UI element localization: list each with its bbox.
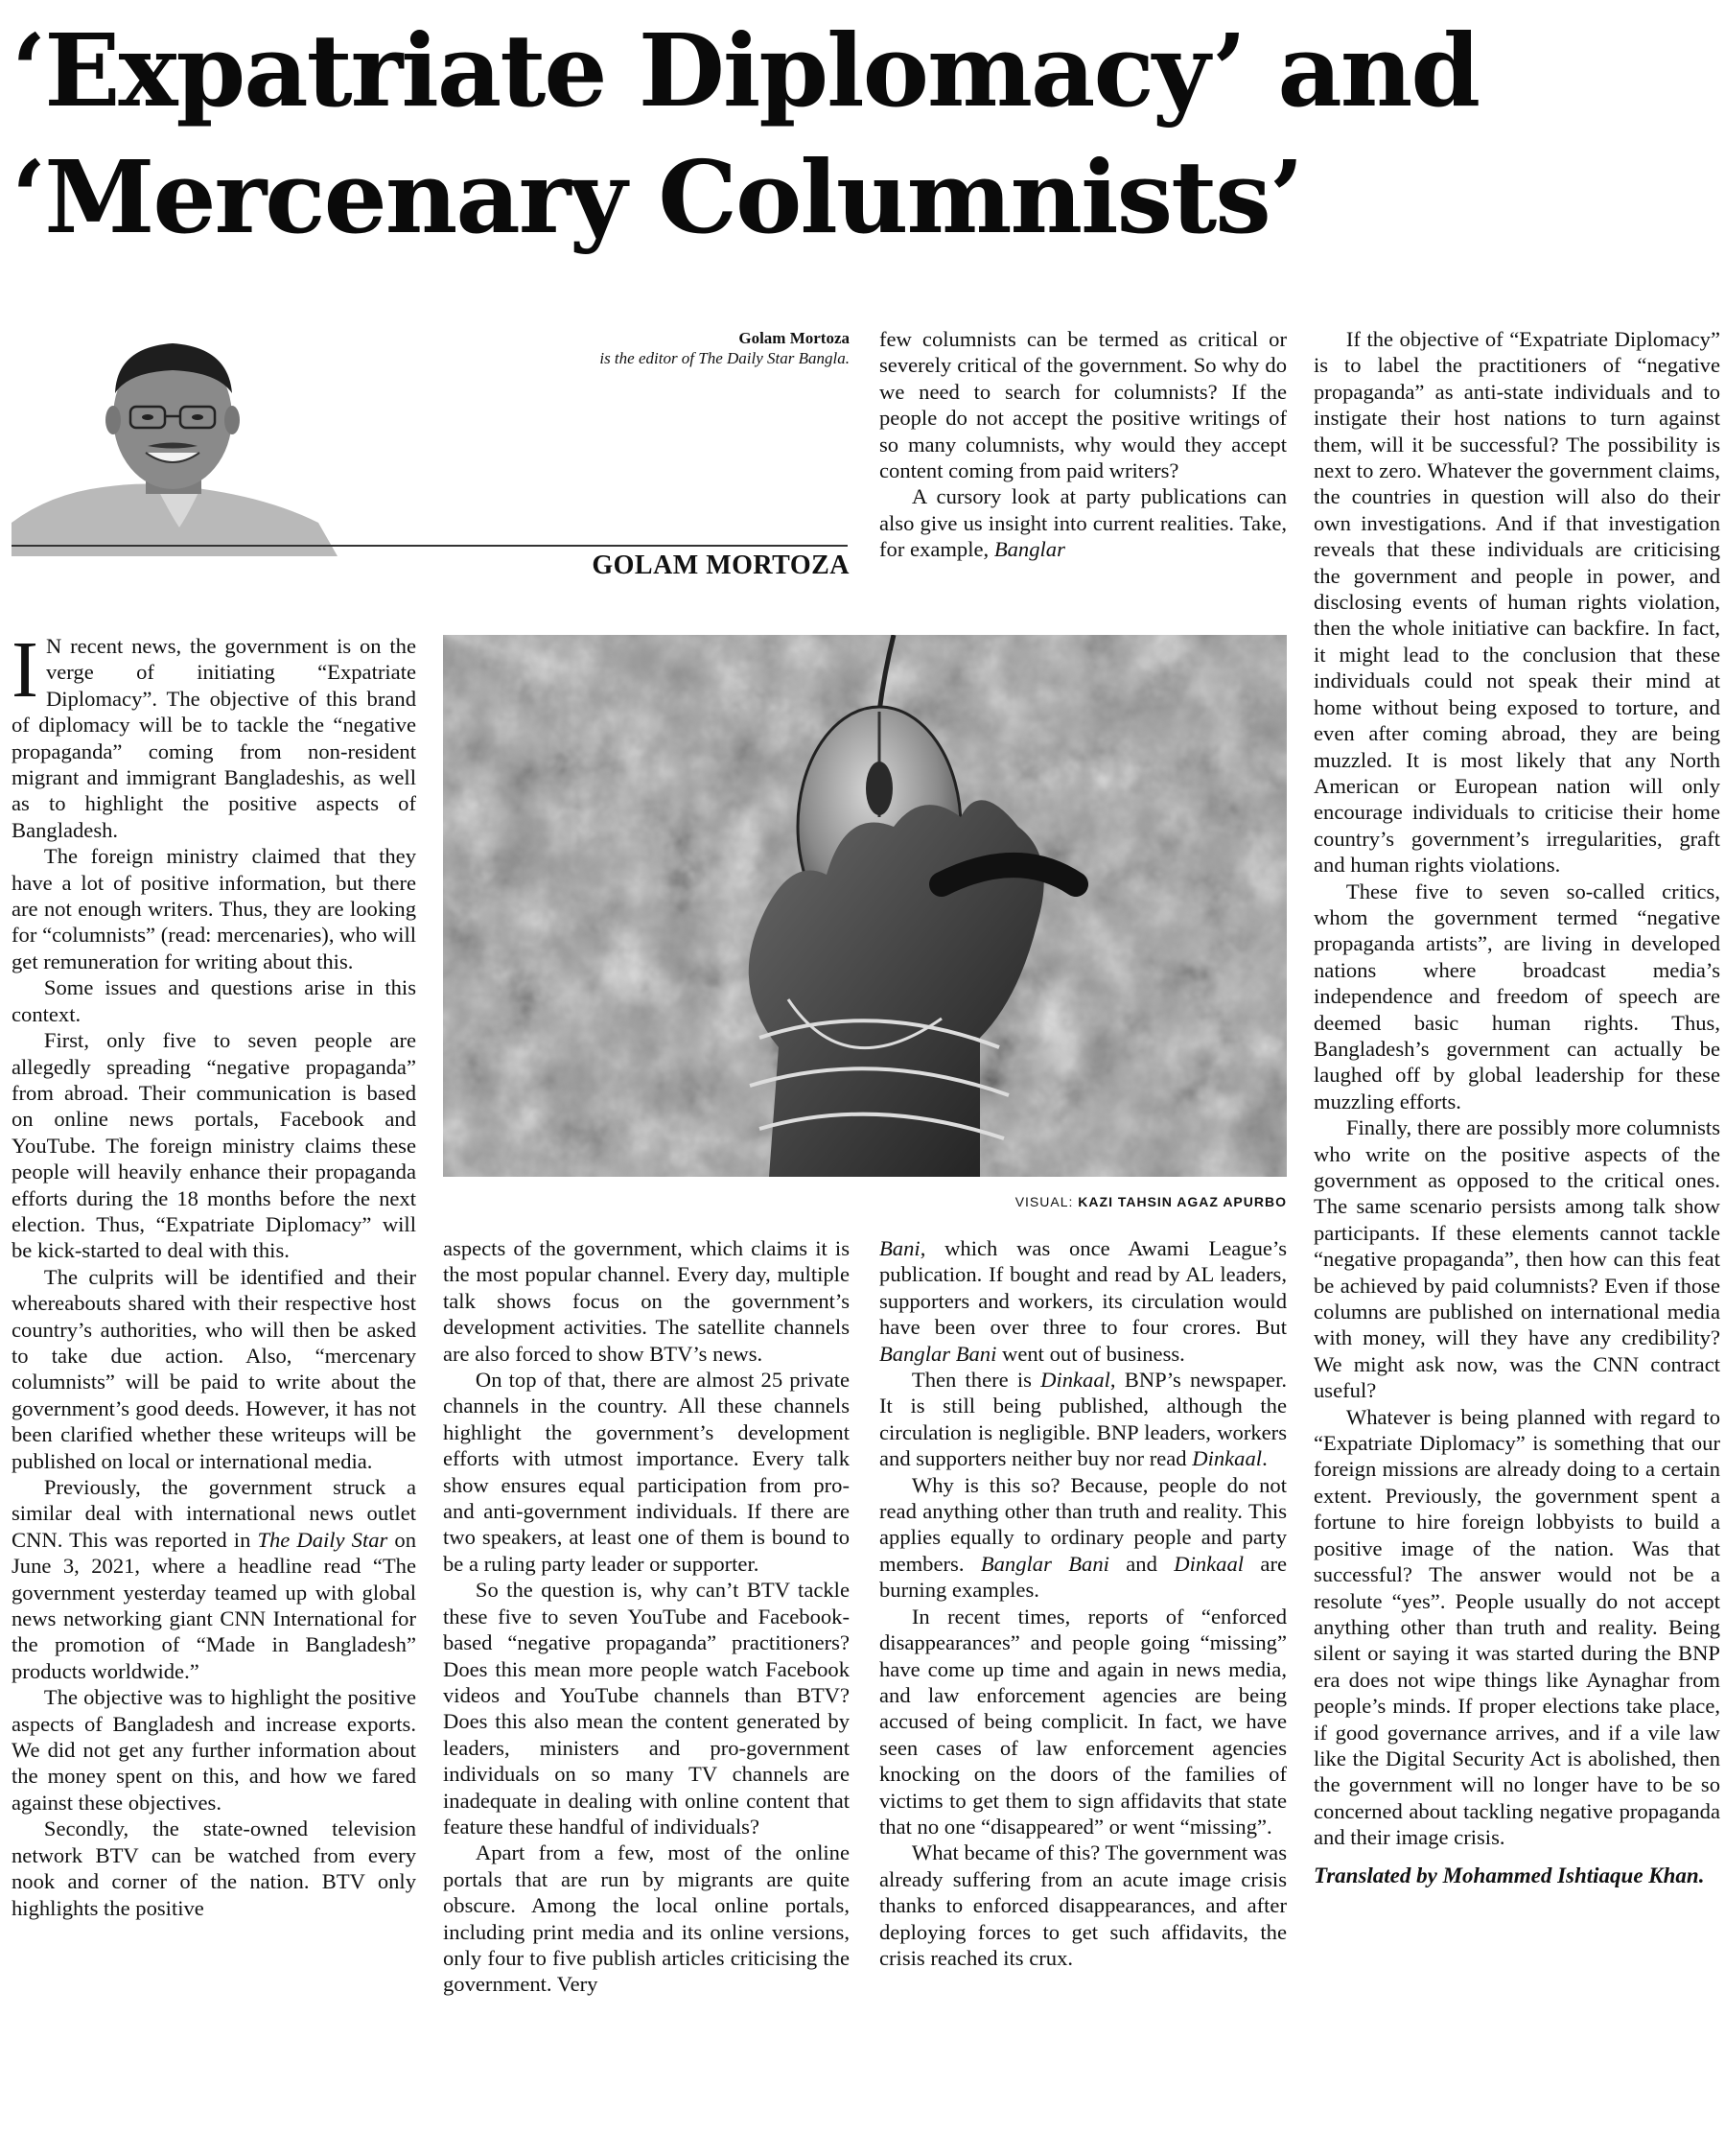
paragraph: few columnists can be termed as critical or severely critical of the government. So why do we need to search for columnists? If the people do not accept the positive writings of so many columnists, why would they accept content coming from paid writers? [879,327,1287,483]
paragraph: Apart from a few, most of the online portals that are run by migrants are quite obscure. Among the local online portals, including print media and its online versions, only four to five publish articles criticising the government. Very [443,1840,850,1997]
headline-line-1: ‘Expatriate Diplomacy’ and [12,12,1480,129]
paragraph: The objective was to highlight the positive aspects of Bangladesh and increase exports. We did not get any further information about the money spent on this, and how we fared against these objectives. [12,1685,416,1815]
column-3-top [879,326,1287,614]
paragraph: On top of that, there are almost 25 private channels in the country. All these channels highlight the government’s development efforts with utmost importance. Every talk show ensures equal participation from pro- and anti-government individuals. If there are two speakers, at least one of them is bound to be a ruling party leader or supporter. [443,1368,850,1576]
paragraph: The foreign ministry claimed that they have a lot of positive information, but there are not enough writers. Thus, they are looking for “columnists” (read: mercenaries), who will get remuneration for writing about this. [12,844,416,973]
paragraph: Secondly, the state-owned television network BTV can be watched from every nook and corner of the nation. BTV only highlights the positive [12,1816,416,1920]
paragraph: A cursory look at party publications can also give us insight into current realities. Take, for example, Banglar [879,484,1287,562]
paragraph: Finally, there are possibly more columnists who write on the positive aspects of the government as opposed to the critical ones. The same scenario persists among talk show participants. If these elements cannot tackle “negative propaganda”, then how can this feat be achieved by paid columnists? Even if those columns are published on international media with money, will they have any credibility? We might ask now, was the CNN contract useful? [1314,1115,1720,1403]
visual-credit-label: VISUAL: [1014,1194,1074,1209]
author-note [537,328,850,368]
paragraph: First, only five to seven people are allegedly spreading “negative propaganda” from abroad. Their communication is based on online news portals, Facebook and YouTube. The foreign ministry claims these people will heavily enhance their propaganda efforts during the 18 months before the next election. Thus, “Expatriate Diplomacy” will be kick-started to deal with this. [12,1028,416,1263]
visual-credit [863,1194,1287,1209]
paragraph: In recent times, reports of “enforced disappearances” and people going “missing” have come up time and again in news media, and law enforcement agencies are being accused of being complicit. In fact, we have seen cases of law enforcement agencies knocking on the doors of the families of victims to get them to sign affidavits that state that no one “disappeared” or went “missing”. [879,1604,1287,1839]
publication-name: Banglar [993,537,1065,562]
paragraph: aspects of the government, which claims it is the most popular channel. Every day, multiple talk shows focus on the government’s development activities. The satellite channels are also forced to show BTV’s news. [443,1236,850,1366]
paragraph: Why is this so? Because, people do not read anything other than truth and reality. This applies equally to ordinary people and party members. Banglar Bani and Dinkaal are burning examples. [879,1472,1287,1603]
paragraph: The culprits will be identified and their whereabouts shared with their respective host country’s authorities, who will then be asked to take due action. Also, “mercenary columnists” will be paid to write about the government’s good deeds. However, it has not been clarified whether these writeups will be published on local or international media. [12,1264,416,1473]
paragraph: Some issues and questions arise in this context. [12,975,416,1026]
dropcap: I [12,633,38,715]
headline [12,8,1718,261]
paragraph: So the question is, why can’t BTV tackle these five to seven YouTube and Facebook-based “negative propaganda” practitioners? Does this mean more people watch Facebook videos and YouTube channels than BTV? Does this also mean the content generated by leaders, ministers and pro-government individuals on so many TV channels are inadequate in dealing with online content that feature these handful of individuals? [443,1578,850,1839]
paragraph: Bani, which was once Awami League’s publication. If bought and read by AL leaders, supporters and workers, its circulation would have been over three to four crores. But Banglar Bani went out of business. [879,1236,1287,1366]
column-4 [1314,326,1720,2152]
paragraph: Whatever is being planned with regard to “Expatriate Diplomacy” is something that our foreign missions are already doing to a certain extent. Previously, the government spent a fortune to hire foreign lobbyists to build a positive image of the nation. Was that successful? The answer would not be a resolute “yes”. People usually do not accept anything other than truth and reality. Being silent or saying it was started during the BNP era does not wipe things like Aynaghar from people’s minds. If proper elections take place, if good governance arrives, and if a vile law like the Digital Security Act is abolished, then the government will no longer have to be so concerned about tackling negative propaganda and their image crisis. [1314,1404,1720,1850]
paragraph: What became of this? The government was already suffering from an acute image crisis thanks to enforced disappearances, and after deploying forces to get such affidavits, the crisis reached its crux. [879,1840,1287,1970]
byline: GOLAM MORTOZA [592,551,850,580]
author-note-role: is the editor of The Daily Star Bangla. [599,349,850,367]
paragraph: Previously, the government struck a similar deal with international news outlet CNN. This was reported in The Daily Star on June 3, 2021, where a headline read “The government yesterday teamed up with global news networking giant CNN International for the promotion of “Made in Bangladesh” products worldwide.” [12,1475,416,1683]
headline-line-2: ‘Mercenary Columnists’ [12,138,1302,256]
byline-rule [12,545,848,547]
column-2 [443,1235,850,2151]
article-visual [443,635,1287,1177]
paragraph: Then there is Dinkaal, BNP’s newspaper. It is still being published, although the circulation is negligible. BNP leaders, workers and supporters neither buy nor read Dinkaal. [879,1368,1287,1471]
author-note-name: Golam Mortoza [738,329,850,347]
author-portrait [12,326,395,556]
visual-credit-name: KAZI TAHSIN AGAZ APURBO [1078,1194,1287,1209]
paragraph: I N recent news, the government is on the verge of initiating “Expatriate Diplomacy”. The objective of this brand of diplomacy will be to tackle the “negative propaganda” coming from non-resident migrant and immigrant Bangladeshis, as well as to highlight the positive aspects of Bangladesh. [12,633,416,842]
column-1 [12,633,416,2148]
paragraph: These five to seven so-called critics, whom the government termed “negative propaganda artists”, are living in developed nations where broadcast media’s independence and freedom of speech are deemed basic human rights. Thus, Bangladesh’s government can actually be laughed off by global leadership for these muzzling efforts. [1314,879,1720,1113]
paragraph: If the objective of “Expatriate Diplomacy” is to label the practitioners of “negative propaganda” as anti-state individuals and to instigate their host nations to turn against them, will it be successful? The possibility is next to zero. Whatever the government claims, the countries in question will also do their own investigations. And if that investigation reveals that these individuals are criticising the government and people in power, and disclosing events of human rights violation, then the whole initiative can backfire. In fact, it might lead to the conclusion that these individuals could not speak their mind at home without being exposed to torture, and even after coming abroad, they are being muzzled. It is most likely that any North American or European nation will only encourage individuals to criticise their home country’s government’s irregularities, graft and human rights violations. [1314,327,1720,878]
translator-credit: Translated by Mohammed Ishtiaque Khan. [1314,1863,1705,1887]
publication-name: The Daily Star [257,1527,388,1552]
column-3-bottom [879,1235,1287,2151]
